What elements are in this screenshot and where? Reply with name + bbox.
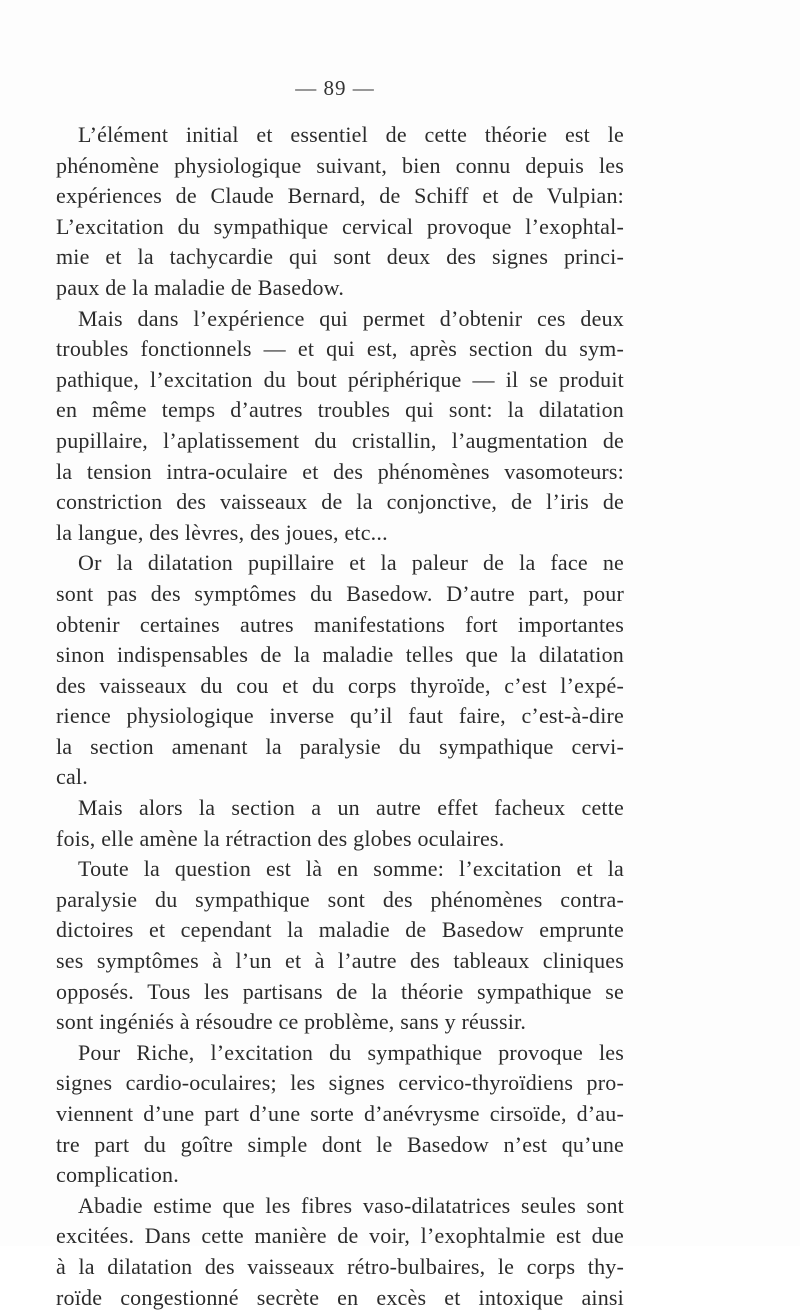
text-line: roïde congestionné secrète en excès et intoxique ainsi <box>56 1284 624 1310</box>
text-line: la tension intra-oculaire et des phénomènes vasomoteurs: <box>56 458 624 484</box>
text-line: paralysie du sympathique sont des phénomènes contra- <box>56 886 624 912</box>
text-line: des vaisseaux du cou et du corps thyroïde, c’est l’expé- <box>56 672 624 698</box>
text-line: Mais alors la section a un autre effet facheux cette <box>78 795 624 821</box>
text-line: rience physiologique inverse qu’il faut faire, c’est-à-dire <box>56 703 624 729</box>
text-line: tre part du goître simple dont le Basedow n’est qu’une <box>56 1131 624 1157</box>
text-line: sont ingéniés à résoudre ce problème, sans y réussir. <box>56 1009 527 1035</box>
text-line: cal. <box>56 764 88 790</box>
text-line: constriction des vaisseaux de la conjonctive, de l’iris de <box>56 489 624 515</box>
text-line: Pour Riche, l’excitation du sympathique provoque les <box>78 1039 624 1065</box>
text-line: fois, elle amène la rétraction des globes oculaires. <box>56 825 505 851</box>
text-line: pathique, l’excitation du bout périphérique — il se produit <box>56 366 624 392</box>
text-line: Or la dilatation pupillaire et la paleur de la face ne <box>78 550 624 576</box>
text-line: la section amenant la paralysie du sympathique cervi- <box>56 733 624 759</box>
text-line: obtenir certaines autres manifestations fort importantes <box>56 611 624 637</box>
text-line: sont pas des symptômes du Basedow. D’autre part, pour <box>56 580 624 606</box>
text-line: ses symptômes à l’un et à l’autre des tableaux cliniques <box>56 948 624 974</box>
text-line: sinon indispensables de la maladie telles que la dilatation <box>56 642 624 668</box>
text-line: troubles fonctionnels — et qui est, après section du sym- <box>56 336 624 362</box>
text-line: signes cardio-oculaires; les signes cervico-thyroïdiens pro- <box>56 1070 624 1096</box>
text-line: dictoires et cependant la maladie de Basedow emprunte <box>56 917 624 943</box>
body-text <box>56 120 624 1313</box>
text-line: expériences de Claude Bernard, de Schiff et de Vulpian: <box>56 183 624 209</box>
text-line: opposés. Tous les partisans de la théorie sympathique se <box>56 978 624 1004</box>
text-line: à la dilatation des vaisseaux rétro-bulbaires, le corps thy- <box>56 1253 624 1279</box>
text-line: excitées. Dans cette manière de voir, l’exophtalmie est due <box>56 1223 624 1249</box>
page-number: — 89 — <box>295 76 375 100</box>
text-line: Mais dans l’expérience qui permet d’obtenir ces deux <box>78 305 624 331</box>
text-line: Abadie estime que les fibres vaso-dilatatrices seules sont <box>78 1192 624 1218</box>
text-line: paux de la maladie de Basedow. <box>56 274 345 300</box>
text-line: mie et la tachycardie qui sont deux des signes princi- <box>56 244 624 270</box>
text-line: la langue, des lèvres, des joues, etc... <box>56 519 388 545</box>
text-line: complication. <box>56 1162 179 1188</box>
text-line: en même temps d’autres troubles qui sont: la dilatation <box>56 397 624 423</box>
text-line: L’élément initial et essentiel de cette théorie est le <box>78 122 624 147</box>
text-line: Toute la question est là en somme: l’excitation et la <box>78 856 624 882</box>
text-line: viennent d’une part d’une sorte d’anévrysme cirsoïde, d’au- <box>56 1101 624 1126</box>
text-line: pupillaire, l’aplatissement du cristallin, l’augmentation de <box>56 427 624 453</box>
text-line: phénomène physiologique suivant, bien connu depuis les <box>56 152 624 178</box>
text-line: L’excitation du sympathique cervical provoque l’exophtal- <box>56 213 624 239</box>
